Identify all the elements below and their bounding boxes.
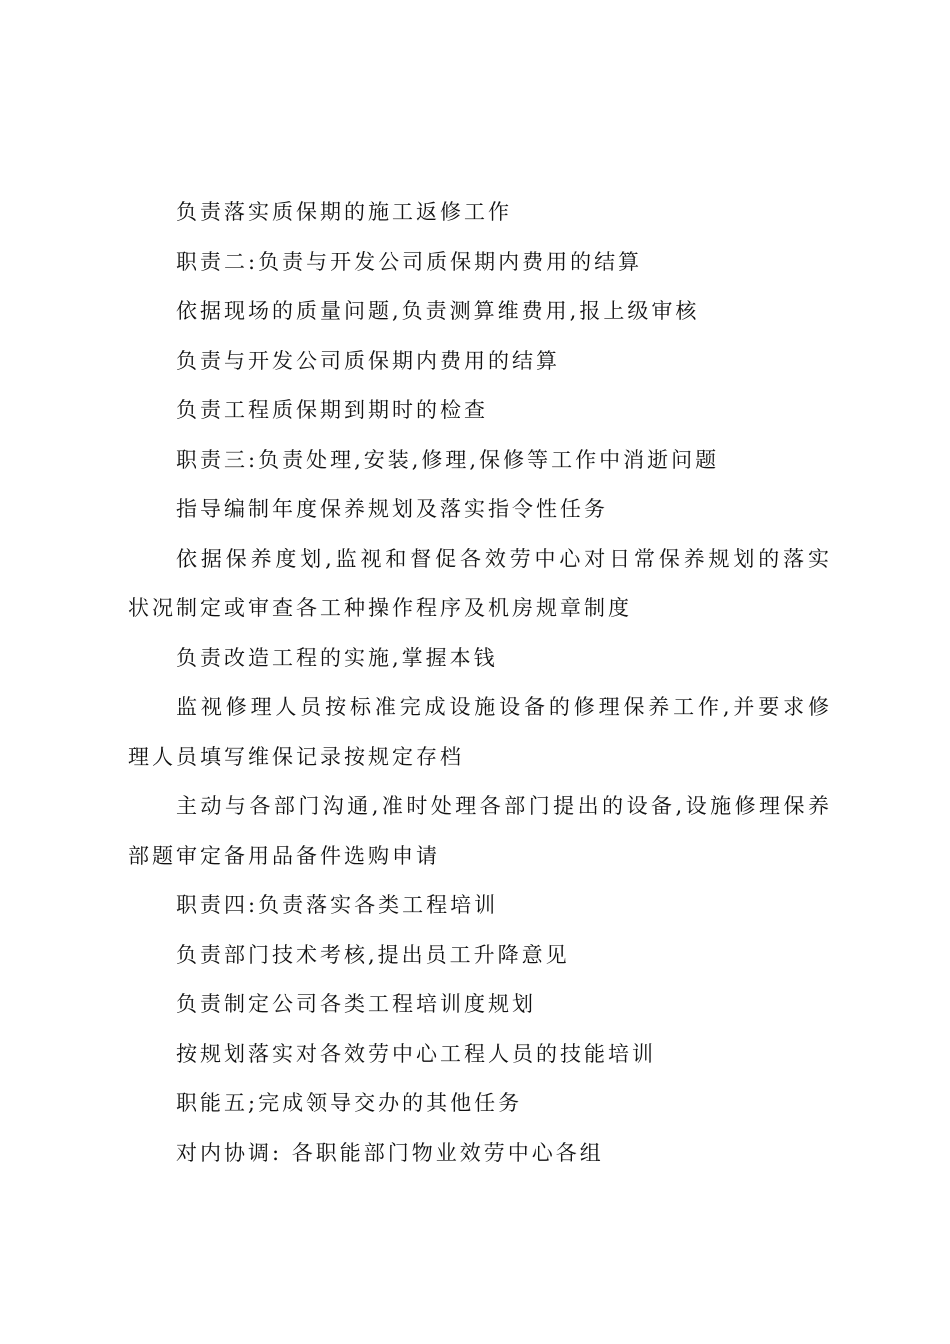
paragraph: 依据保养度划,监视和督促各效劳中心对日常保养规划的落实状况制定或审查各工种操作程序及机房规章制度 bbox=[128, 546, 832, 620]
document-body bbox=[128, 188, 832, 1178]
paragraph: 负责落实质保期的施工返修工作 bbox=[176, 200, 512, 224]
paragraph: 依据现场的质量问题,负责测算维费用,报上级审核 bbox=[176, 299, 700, 323]
paragraph: 主动与各部门沟通,准时处理各部门提出的设备,设施修理保养部题审定备用品备件选购申请 bbox=[128, 794, 832, 868]
paragraph: 负责工程质保期到期时的检查 bbox=[176, 398, 488, 422]
paragraph: 指导编制年度保养规划及落实指令性任务 bbox=[176, 497, 608, 521]
paragraph: 负责改造工程的实施,掌握本钱 bbox=[176, 645, 498, 670]
paragraph: 职能五;完成领导交办的其他任务 bbox=[176, 1091, 523, 1115]
paragraph: 负责部门技术考核,提出员工升降意见 bbox=[176, 942, 570, 967]
paragraph: 监视修理人员按标准完成设施设备的修理保养工作,并要求修理人员填写维保记录按规定存档 bbox=[128, 695, 832, 769]
paragraph: 按规划落实对各效劳中心工程人员的技能培训 bbox=[176, 1041, 656, 1066]
paragraph: 职责二:负责与开发公司质保期内费用的结算 bbox=[176, 249, 643, 274]
paragraph: 负责与开发公司质保期内费用的结算 bbox=[176, 348, 560, 373]
paragraph: 职责四:负责落实各类工程培训 bbox=[176, 893, 499, 917]
paragraph: 负责制定公司各类工程培训度规划 bbox=[176, 992, 536, 1016]
paragraph: 职责三:负责处理,安装,修理,保修等工作中消逝问题 bbox=[176, 447, 720, 472]
paragraph: 对内协调: 各职能部门物业效劳中心各组 bbox=[176, 1140, 604, 1165]
